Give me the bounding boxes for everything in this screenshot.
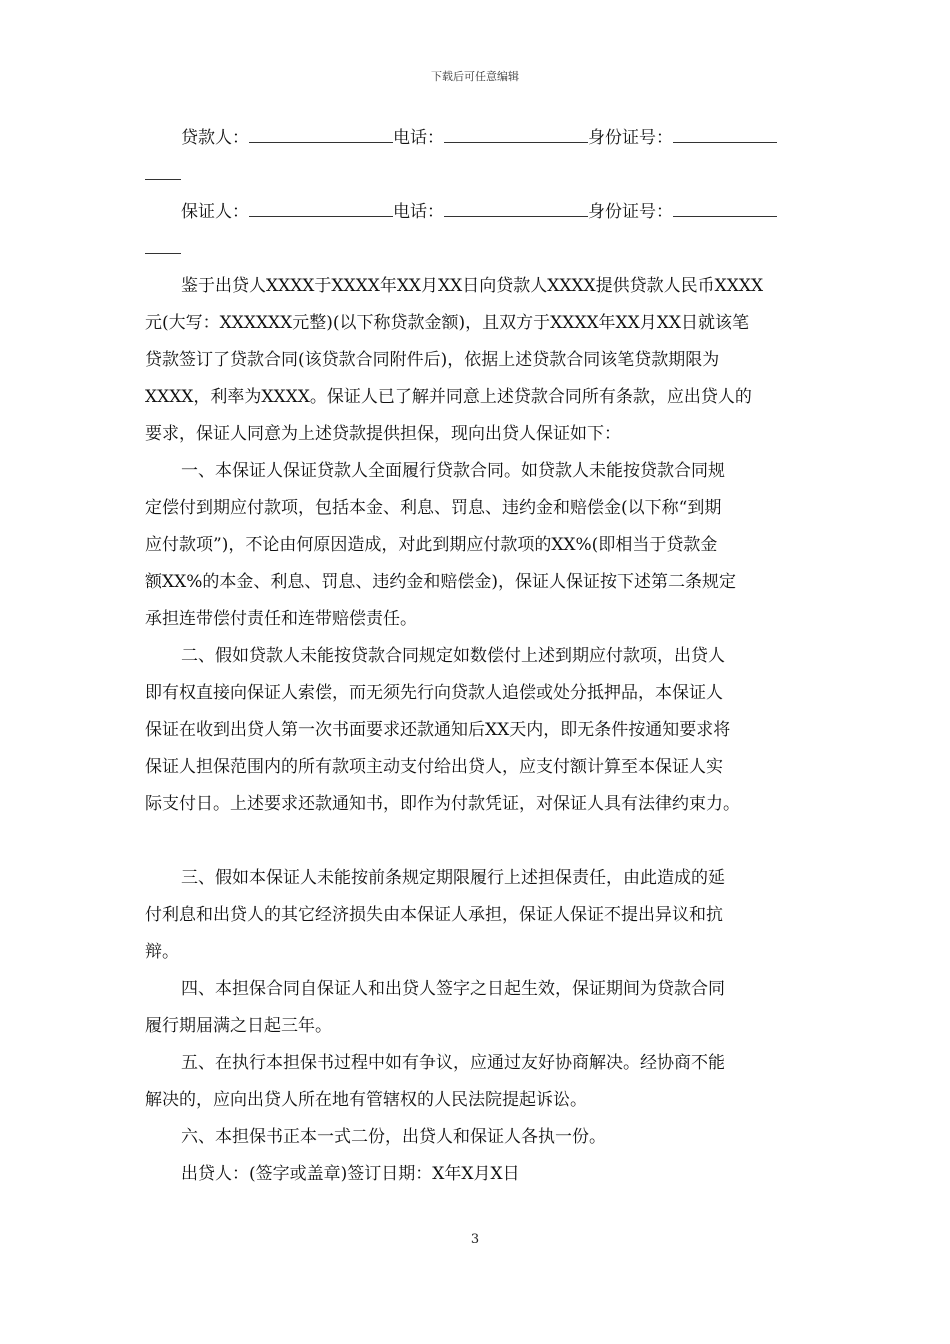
intro-line: XXXX，利率为XXXX。保证人已了解并同意上述贷款合同所有条款，应出贷人的 <box>145 387 752 407</box>
guarantor-phone-blank <box>444 194 588 217</box>
intro-paragraph <box>145 268 817 453</box>
page-number: 3 <box>470 1232 480 1247</box>
clause-line: 保证人担保范围内的所有款项主动支付给出贷人，应支付额计算至本保证人实 <box>145 757 723 777</box>
borrower-phone-label: 电话： <box>393 128 444 148</box>
clause-line: 额XX%的本金、利息、罚息、违约金和赔偿金)，保证人保证按下述第二条规定 <box>145 572 736 592</box>
clause-6: 六、本担保书正本一式二份，出贷人和保证人各执一份。 <box>181 1127 606 1147</box>
intro-line: 要求，保证人同意为上述贷款提供担保，现向出贷人保证如下： <box>145 424 621 444</box>
paragraph-spacer <box>145 823 817 860</box>
intro-line: 元(大写：XXXXXX元整)(以下称贷款金额)，且双方于XXXX年XX月XX日就该笔 <box>145 313 749 333</box>
document-body <box>145 120 817 1193</box>
clause-line: 即有权直接向保证人索偿，而无须先行向贷款人追偿或处分抵押品，本保证人 <box>145 683 723 703</box>
borrower-row <box>145 120 817 157</box>
clause-line: 一、本保证人保证贷款人全面履行贷款合同。如贷款人未能按贷款合同规 <box>181 461 725 481</box>
signature-line: 出贷人：(签字或盖章)签订日期：X年X月X日 <box>181 1164 520 1184</box>
borrower-name-blank <box>249 120 393 143</box>
clause-1 <box>145 453 817 638</box>
intro-line: 贷款签订了贷款合同(该贷款合同附件后)，依据上述贷款合同该笔贷款期限为 <box>145 350 720 370</box>
clause-5 <box>145 1045 817 1119</box>
guarantor-id-blank-continued <box>145 231 181 254</box>
clause-3 <box>145 860 817 971</box>
guarantor-row <box>145 194 817 231</box>
clause-line: 定偿付到期应付款项，包括本金、利息、罚息、违约金和赔偿金(以下称“到期 <box>145 498 722 518</box>
clause-line: 二、假如贷款人未能按贷款合同规定如数偿付上述到期应付款项，出贷人 <box>181 646 725 666</box>
clause-line: 应付款项”)，不论由何原因造成，对此到期应付款项的XX%(即相当于贷款金 <box>145 535 718 555</box>
guarantor-name-blank <box>249 194 393 217</box>
intro-line: 鉴于出贷人XXXX于XXXX年XX月XX日向贷款人XXXX提供贷款人民币XXXX <box>181 276 764 296</box>
borrower-id-blank-continued <box>145 157 181 180</box>
clause-line: 四、本担保合同自保证人和出贷人签字之日起生效，保证期间为贷款合同 <box>181 979 725 999</box>
clause-2 <box>145 638 817 823</box>
clause-4 <box>145 971 817 1045</box>
borrower-phone-blank <box>444 120 588 143</box>
borrower-label: 贷款人： <box>181 128 249 148</box>
clause-line: 辩。 <box>145 942 179 962</box>
borrower-id-blank <box>673 120 777 143</box>
guarantor-id-blank <box>673 194 777 217</box>
clause-line: 解决的，应向出贷人所在地有管辖权的人民法院提起诉讼。 <box>145 1090 587 1110</box>
clause-line: 五、在执行本担保书过程中如有争议，应通过友好协商解决。经协商不能 <box>181 1053 725 1073</box>
header-note: 下载后可任意编辑 <box>431 70 519 83</box>
clause-line: 付利息和出贷人的其它经济损失由本保证人承担，保证人保证不提出异议和抗 <box>145 905 723 925</box>
clause-line: 保证在收到出贷人第一次书面要求还款通知后XX天内，即无条件按通知要求将 <box>145 720 731 740</box>
clause-line: 承担连带偿付责任和连带赔偿责任。 <box>145 609 417 629</box>
guarantor-label: 保证人： <box>181 202 249 222</box>
borrower-row-continuation <box>145 157 817 194</box>
borrower-id-label: 身份证号： <box>588 128 673 148</box>
guarantor-row-continuation <box>145 231 817 268</box>
clause-line: 际支付日。上述要求还款通知书，即作为付款凭证，对保证人具有法律约束力。 <box>145 794 740 814</box>
clause-line: 三、假如本保证人未能按前条规定期限履行上述担保责任，由此造成的延 <box>181 868 725 888</box>
guarantor-id-label: 身份证号： <box>588 202 673 222</box>
clause-line: 履行期届满之日起三年。 <box>145 1016 332 1036</box>
guarantor-phone-label: 电话： <box>393 202 444 222</box>
